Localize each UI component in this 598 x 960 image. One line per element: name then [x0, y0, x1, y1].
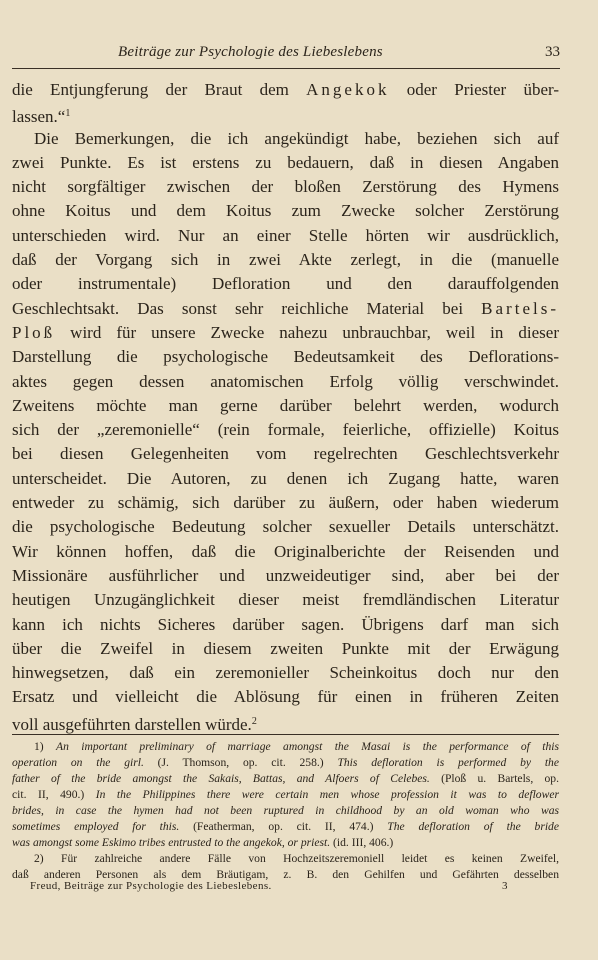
- footnote-line: [12, 819, 559, 835]
- text-segment: Ersatz und vielleicht die Ablösung für einen in früheren Zeiten: [12, 687, 559, 707]
- body-line: [12, 515, 559, 539]
- text-segment: lassen.“: [12, 107, 66, 127]
- text-segment: Darstellung die psychologische Bedeutsamkeit des Deflorations-: [12, 347, 559, 367]
- body-line: [12, 467, 559, 491]
- body-line: [12, 685, 559, 709]
- footnote-rule: [12, 734, 559, 735]
- body-text: [12, 78, 559, 734]
- signature-mark: 3: [502, 880, 508, 892]
- footnote-line: [12, 787, 559, 803]
- footnotes: [12, 739, 559, 883]
- body-line: [12, 564, 559, 588]
- text-segment: die psychologische Bedeutung solcher sexueller Details unterschätzt.: [12, 517, 559, 537]
- body-line: [12, 370, 559, 394]
- text-segment: Zweitens möchte man gerne darüber belehrt werden, wodurch: [12, 395, 559, 415]
- text-segment: aktes gegen dessen anatomischen Erfolg völlig verschwindet.: [12, 371, 559, 391]
- page-number: 33: [545, 44, 560, 60]
- text-segment: An important preliminary of marriage amongst the Masai is the performance of this: [56, 740, 560, 753]
- text-segment: Wir können hoffen, daß die Originalberichte der Reisenden und: [12, 541, 559, 561]
- body-line: [12, 297, 559, 321]
- footer-imprint: Freud, Beiträge zur Psychologie des Liebeslebens.: [30, 880, 272, 892]
- body-line: [12, 127, 559, 151]
- text-segment: zwei Punkte. Es ist erstens zu bedauern, daß in diesen Angaben: [12, 152, 559, 172]
- footnote-line: [12, 851, 559, 867]
- text-segment: über die Zweifel in diesem zweiten Punkte mit der Erwägung: [12, 638, 559, 658]
- text-segment: father of the bride amongst the Sakais, Battas, and Alfoers of Celebes.: [12, 772, 430, 785]
- text-segment: In the Philippines there were certain men whose profession it was to deflower: [95, 788, 559, 801]
- text-segment: brides, in case the hymen had not been ruptured in childhood by an old woman who was: [12, 804, 559, 817]
- body-line: [12, 345, 559, 369]
- text-segment: kann ich nichts Sicheres darüber sagen. Übrigens darf man sich: [12, 614, 559, 634]
- text-segment: (Ploß u. Bartels, op.: [429, 772, 559, 785]
- text-segment: (Featherman, op. cit. II, 474.): [179, 820, 388, 833]
- text-segment: 1: [65, 108, 71, 120]
- text-segment: wird für unsere Zwecke nahezu unbrauchbar, weil in dieser: [55, 322, 559, 342]
- text-segment: (id. III, 406.): [330, 836, 394, 849]
- body-line: [12, 151, 559, 175]
- text-segment: Bartels-: [481, 298, 559, 318]
- text-segment: bei diesen Gelegenheiten vom regelrechten Geschlechtsverkehr: [12, 444, 559, 464]
- text-segment: Ploß: [12, 322, 56, 342]
- text-segment: heutigen Unzugänglichkeit dieser meist fremdländischen Literatur: [12, 590, 559, 610]
- body-line: [12, 710, 559, 734]
- text-segment: 2) Für zahlreiche andere Fälle von Hochzeitszeremoniell leidet es keinen Zweifel,: [34, 852, 559, 865]
- text-segment: sometimes employed for this.: [12, 820, 180, 833]
- body-line: [12, 637, 559, 661]
- footnote-line: [12, 739, 559, 755]
- text-segment: 2: [251, 715, 257, 727]
- text-segment: entweder zu schämig, sich darüber zu äußern, oder haben wiederum: [12, 493, 559, 513]
- text-segment: Missionäre ausführlicher und unzweideutiger sind, aber bei der: [12, 565, 559, 585]
- body-line: [12, 613, 559, 637]
- text-segment: Angekok: [306, 80, 390, 99]
- text-segment: oder instrumentale) Defloration und den darauffolgenden: [12, 274, 559, 294]
- body-line: [12, 491, 559, 515]
- body-line: [12, 540, 559, 564]
- text-segment: Die Bemerkungen, die ich angekündigt habe, beziehen sich auf: [34, 128, 559, 148]
- text-segment: Geschlechtsakt. Das sonst sehr reichliche Material bei: [12, 298, 482, 318]
- body-line: [12, 248, 559, 272]
- body-line: [12, 394, 559, 418]
- text-segment: daß der Vorgang sich in zwei Akte zerlegt, in die (manuelle: [12, 250, 559, 270]
- body-line: [12, 175, 559, 199]
- footnote-line: [12, 771, 559, 787]
- text-segment: nicht sorgfältiger zwischen der bloßen Zerstörung des Hymens: [12, 177, 559, 197]
- text-segment: operation on the girl.: [12, 756, 144, 769]
- body-line: [12, 418, 559, 442]
- body-line: [12, 442, 559, 466]
- body-line: [12, 102, 559, 126]
- body-line: [12, 588, 559, 612]
- text-segment: oder Priester über-: [389, 80, 559, 99]
- text-segment: voll ausgeführten darstellen würde.: [12, 714, 252, 734]
- page-header: [0, 44, 598, 66]
- running-title: Beiträge zur Psychologie des Liebeslebens: [118, 44, 383, 60]
- footnote-line: [12, 835, 559, 851]
- body-line: [12, 199, 559, 223]
- header-rule: [12, 68, 560, 69]
- body-line: [12, 272, 559, 296]
- body-line: [12, 224, 559, 248]
- text-segment: sich der „zeremonielle“ (rein formale, feierliche, offizielle) Koitus: [12, 420, 559, 440]
- text-segment: This defloration is performed by the: [337, 756, 559, 769]
- body-line: [12, 661, 559, 685]
- text-segment: 1): [34, 740, 57, 753]
- footnote-line: [12, 803, 559, 819]
- body-line: [12, 78, 559, 102]
- text-segment: daß anderen Personen als dem Bräutigam, z. B. den Gehilfen und Gefährten desselben: [12, 868, 559, 881]
- footnote-line: [12, 755, 559, 771]
- text-segment: unterscheidet. Die Autoren, zu denen ich Zugang hatte, waren: [12, 468, 559, 488]
- text-segment: cit. II, 490.): [12, 788, 96, 801]
- text-segment: (J. Thomson, op. cit. 258.): [143, 756, 338, 769]
- text-segment: hinwegsetzen, daß ein zeremonieller Scheinkoitus doch nur den: [12, 663, 559, 683]
- text-segment: The defloration of the bride: [387, 820, 559, 833]
- body-line: [12, 321, 559, 345]
- text-segment: unterschieden wird. Nur an einer Stelle hörten wir ausdrücklich,: [12, 225, 559, 245]
- text-segment: was amongst some Eskimo tribes entrusted to the angekok, or priest.: [12, 836, 331, 849]
- text-segment: ohne Koitus und dem Koitus zum Zwecke solcher Zerstörung: [12, 201, 559, 221]
- text-segment: die Entjungferung der Braut dem: [12, 80, 307, 99]
